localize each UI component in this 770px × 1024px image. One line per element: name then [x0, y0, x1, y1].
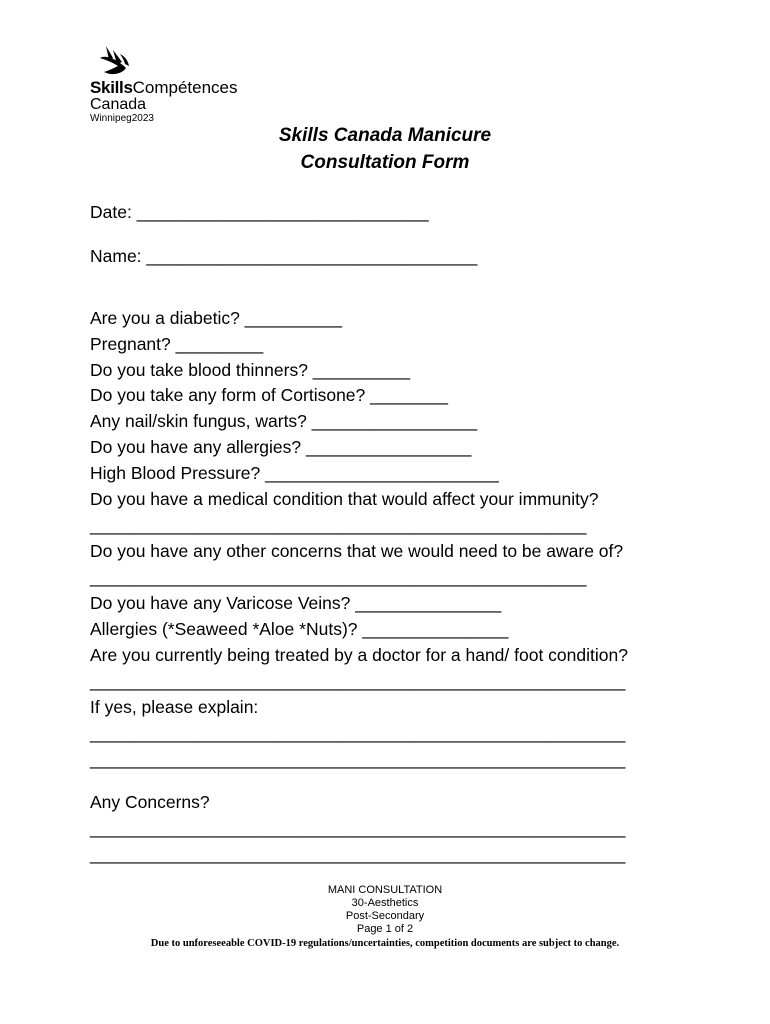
- blood-thinners-question: Do you take blood thinners? __________: [90, 360, 411, 380]
- explain-answer-line-2: _______________________________________________________: [90, 749, 626, 769]
- any-concerns-question: Any Concerns?: [90, 792, 210, 812]
- form-title-line1: Skills Canada Manicure: [278, 125, 492, 146]
- immunity-question: Do you have a medical condition that would affect your immunity?: [90, 489, 599, 509]
- any-concerns-answer-line-1: _______________________________________________________: [90, 818, 626, 838]
- skills-logo-icon: [96, 44, 132, 78]
- date-field: Date: ______________________________: [90, 202, 429, 222]
- concerns-question: Do you have any other concerns that we would need to be aware of?: [90, 541, 624, 561]
- pregnant-question: Pregnant? _________: [90, 334, 264, 354]
- fungus-question: Any nail/skin fungus, warts? _________________: [90, 411, 478, 431]
- logo-wordmark: [90, 79, 238, 97]
- explain-answer-line-1: _______________________________________________________: [90, 723, 626, 743]
- blood-pressure-question: High Blood Pressure? ________________________: [90, 463, 499, 483]
- skills-canada-logo: [90, 44, 240, 124]
- footer-level: Post-Secondary: [345, 910, 425, 922]
- any-concerns-answer-line-2: _______________________________________________________: [90, 844, 626, 864]
- logo-canada: Canada: [90, 96, 147, 113]
- footer-page-number: Page 1 of 2: [356, 923, 414, 935]
- footer-covid-notice: Due to unforeseeable COVID-19 regulations/uncertainties, competition documents are subject to change.: [150, 938, 620, 949]
- allergies-question: Do you have any allergies? _________________: [90, 437, 472, 457]
- concerns-answer-line: ___________________________________________________: [90, 567, 587, 587]
- doctor-answer-line: _______________________________________________________: [90, 671, 626, 691]
- doctor-question: Are you currently being treated by a doctor for a hand/ foot condition?: [90, 645, 628, 665]
- cortisone-question: Do you take any form of Cortisone? ________: [90, 385, 448, 405]
- logo-skills-rest: Compétences: [132, 78, 238, 97]
- logo-city: Winnipeg2023: [90, 113, 154, 124]
- logo-skills-bold: Skills: [90, 78, 133, 97]
- name-field: Name: __________________________________: [90, 246, 478, 266]
- varicose-question: Do you have any Varicose Veins? _______________: [90, 593, 502, 613]
- immunity-answer-line: ___________________________________________________: [90, 515, 587, 535]
- footer-doc-title: MANI CONSULTATION: [327, 884, 443, 896]
- explain-question: If yes, please explain:: [90, 697, 259, 717]
- form-title-line2: Consultation Form: [300, 152, 470, 173]
- footer-category: 30-Aesthetics: [351, 897, 419, 909]
- diabetic-question: Are you a diabetic? __________: [90, 308, 343, 328]
- specific-allergies-question: Allergies (*Seaweed *Aloe *Nuts)? _______________: [90, 619, 509, 639]
